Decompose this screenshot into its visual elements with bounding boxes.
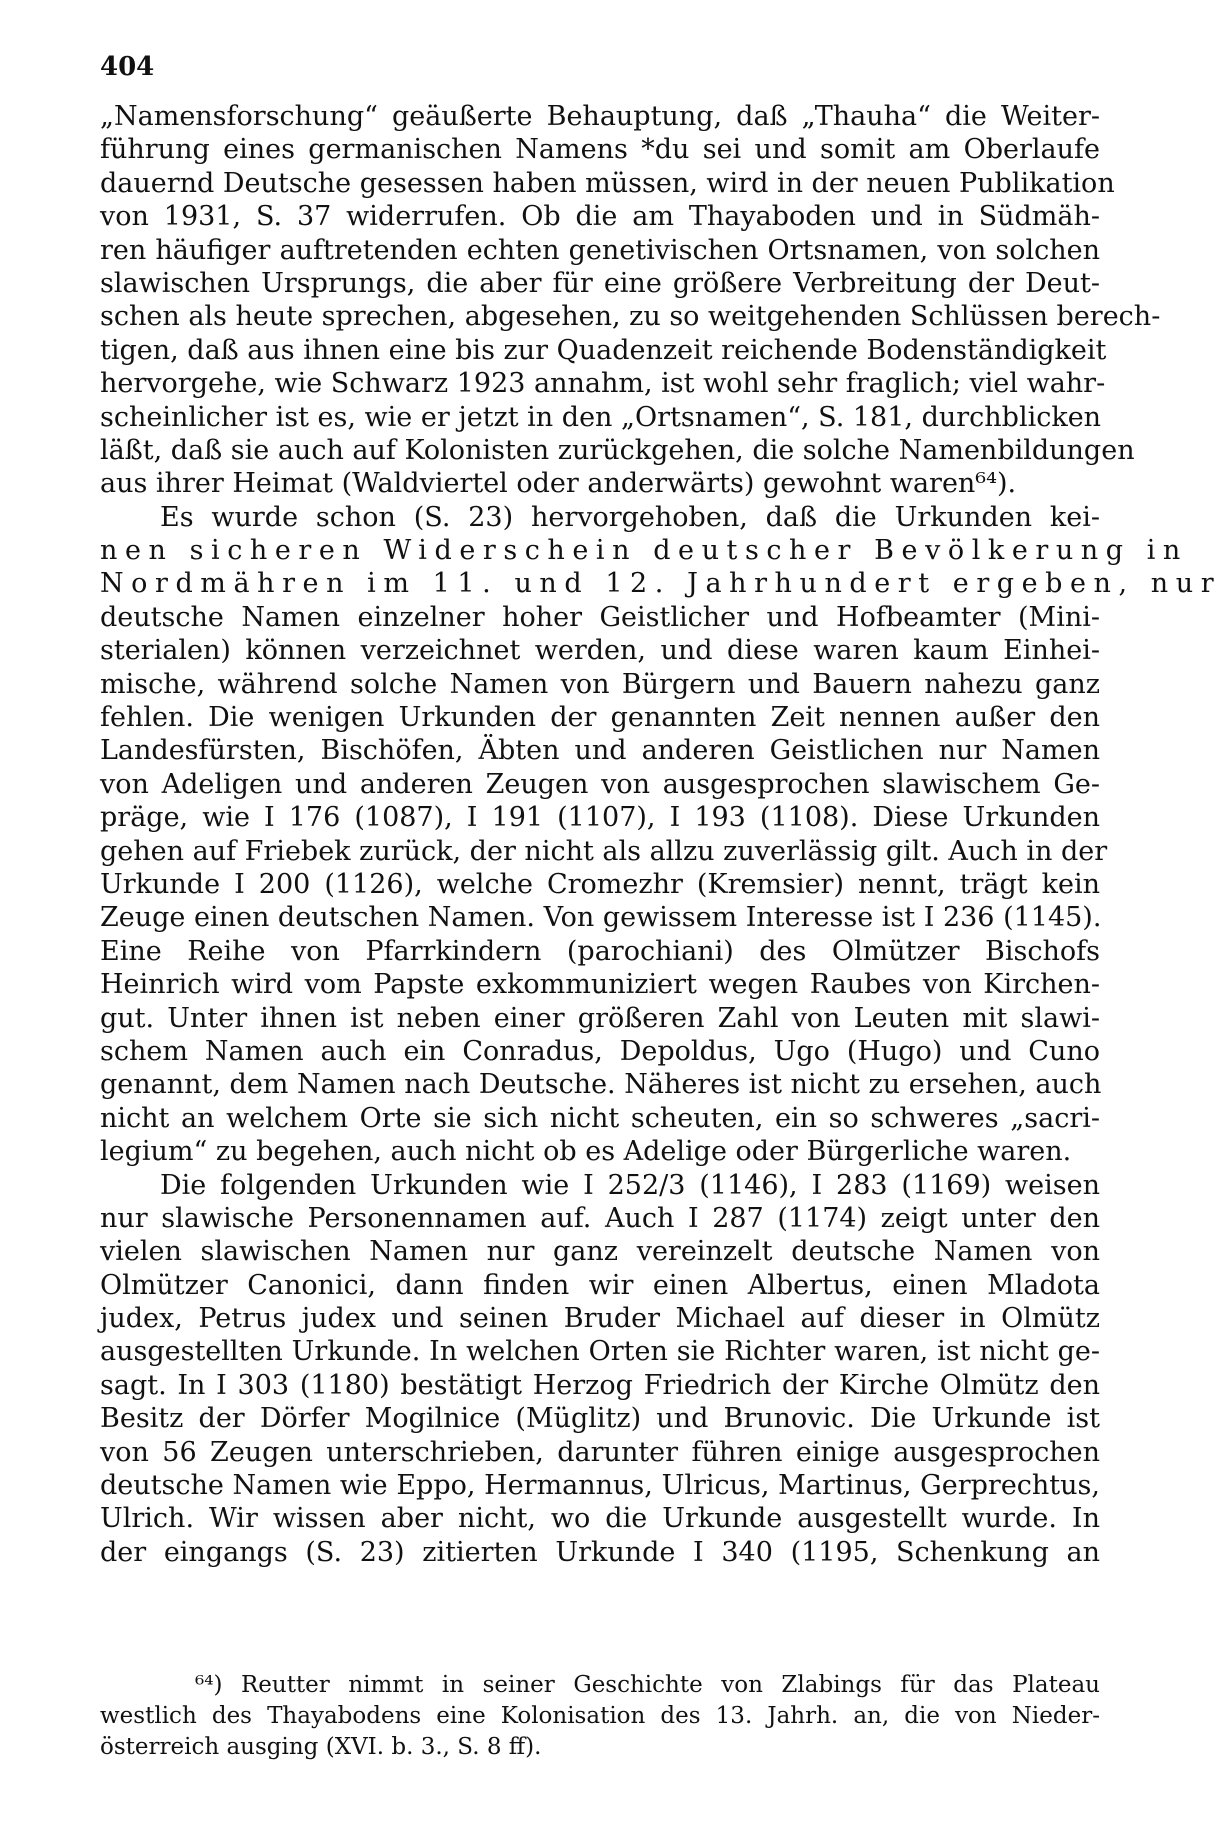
text-line: präge, wie I 176 (1087), I 191 (1107), I 193 (1108). Diese Urkunden [100,802,1100,834]
text-line: von 56 Zeugen unterschrieben, darunter führen einige ausgesprochen [100,1436,1100,1468]
text-line: genannt, dem Namen nach Deutsche. Näheres ist nicht zu ersehen, auch [100,1069,1102,1101]
text-line: deutsche Namen wie Eppo, Hermannus, Ulricus, Martinus, Gerprechtus, [100,1470,1100,1502]
text-line: gut. Unter ihnen ist neben einer größeren Zahl von Leuten mit slawi- [100,1002,1100,1034]
text-line: ren häufiger auftretenden echten genetivischen Ortsnamen, von solchen [100,234,1100,266]
text-line: „Namensforschung“ geäußerte Behauptung, daß „Thauha“ die Weiter- [100,101,1100,132]
text-line: dauernd Deutsche gesessen haben müssen, wird in der neuen Publikation [100,167,1115,199]
text-line: mische, während solche Namen von Bürgern und Bauern nahezu ganz [100,668,1100,700]
text-line: Eine Reihe von Pfarrkindern (parochiani) des Olmützer Bischofs [100,935,1100,967]
text-line: Nordmähren im 11. und 12. Jahrhundert ergeben, nur [100,568,1221,600]
text-line: führung eines germanischen Namens *du sei und somit am Oberlaufe [100,134,1100,166]
text-line: scheinlicher ist es, wie er jetzt in den „Ortsnamen“, S. 181, durchblicken [100,401,1102,433]
text-line: ausgestellten Urkunde. In welchen Orten sie Richter waren, ist nicht ge- [100,1336,1100,1368]
text-line: legium“ zu begehen, auch nicht ob es Adelige oder Bürgerliche waren. [100,1136,1072,1168]
text-line: aus ihrer Heimat (Waldviertel oder anderwärts) gewohnt waren⁶⁴). [100,468,1017,500]
text-line: von 1931, S. 37 widerrufen. Ob die am Thayaboden und in Südmäh- [100,201,1100,233]
text-line: nur slawische Personennamen auf. Auch I 287 (1174) zeigt unter den [100,1202,1100,1234]
text-line: sagt. In I 303 (1180) bestätigt Herzog Friedrich der Kirche Olmütz den [100,1369,1100,1401]
text-line: Es wurde schon (S. 23) hervorgehoben, daß die Urkunden kei- [160,501,1100,533]
text-line: nicht an welchem Orte sie sich nicht scheuten, ein so schweres „sacri- [100,1102,1100,1134]
text-line: vielen slawischen Namen nur ganz vereinzelt deutsche Namen von [100,1236,1100,1268]
page-number: 404 [100,52,155,82]
footnote-line: westlich des Thayabodens eine Kolonisation des 13. Jahrh. an, die von Nieder- [100,1703,1100,1729]
text-line: Urkunde I 200 (1126), welche Cromezhr (Kremsier) nennt, trägt kein [100,868,1100,900]
text-line: Die folgenden Urkunden wie I 252/3 (1146), I 283 (1169) weisen [160,1169,1100,1201]
footnote-line: österreich ausging (XVI. b. 3., S. 8 ff). [100,1734,542,1760]
text-line: hervorgehe, wie Schwarz 1923 annahm, ist wohl sehr fraglich; viel wahr- [100,368,1106,400]
text-line: Heinrich wird vom Papste exkommuniziert wegen Raubes von Kirchen- [100,969,1100,1001]
text-line: Besitz der Dörfer Mogilnice (Müglitz) und Brunovic. Die Urkunde ist [100,1403,1100,1435]
body-text [100,100,1221,1569]
text-line: schem Namen auch ein Conradus, Depoldus, Ugo (Hugo) und Cuno [100,1035,1100,1067]
text-line: Landesfürsten, Bischöfen, Äbten und anderen Geistlichen nur Namen [100,735,1100,767]
text-line: läßt, daß sie auch auf Kolonisten zurückgehen, die solche Namenbildungen [100,434,1135,466]
text-line: tigen, daß aus ihnen eine bis zur Quadenzeit reichende Bodenständigkeit [100,334,1107,366]
text-line: judex, Petrus judex und seinen Bruder Michael auf dieser in Olmütz [100,1303,1100,1335]
text-line: deutsche Namen einzelner hoher Geistlicher und Hofbeamter (Mini- [100,601,1100,633]
footnote [100,1670,1100,1763]
footnote-line: ⁶⁴) Reutter nimmt in seiner Geschichte von Zlabings für das Plateau [195,1672,1100,1698]
text-line: der eingangs (S. 23) zitierten Urkunde I 340 (1195, Schenkung an [100,1536,1100,1568]
text-line: fehlen. Die wenigen Urkunden der genannten Zeit nennen außer den [100,702,1100,734]
text-line: nen sicheren Widerschein deutscher Bevölkerung in [100,535,1188,567]
text-line: Olmützer Canonici, dann finden wir einen Albertus, einen Mladota [100,1269,1100,1301]
text-line: von Adeligen und anderen Zeugen von ausgesprochen slawischem Ge- [100,768,1100,800]
text-line: schen als heute sprechen, abgesehen, zu so weitgehenden Schlüssen berech- [100,301,1161,333]
text-line: Zeuge einen deutschen Namen. Von gewissem Interesse ist I 236 (1145). [100,902,1102,934]
text-line: sterialen) können verzeichnet werden, und diese waren kaum Einhei- [100,635,1100,667]
text-line: Ulrich. Wir wissen aber nicht, wo die Urkunde ausgestellt wurde. In [100,1503,1100,1535]
text-line: slawischen Ursprungs, die aber für eine größere Verbreitung der Deut- [100,267,1100,299]
text-line: gehen auf Friebek zurück, der nicht als allzu zuverlässig gilt. Auch in der [100,835,1108,867]
